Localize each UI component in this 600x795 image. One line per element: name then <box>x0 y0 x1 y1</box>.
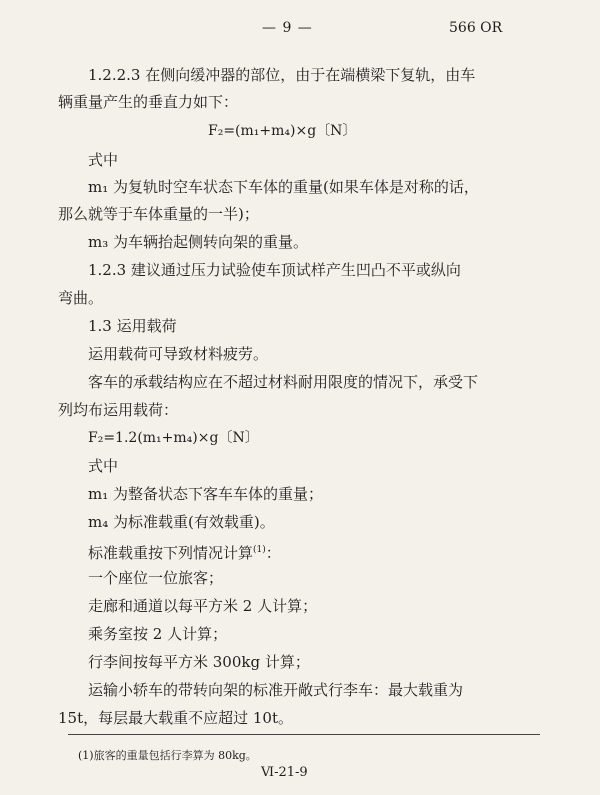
footer-code: Ⅵ-21-9 <box>261 765 308 780</box>
calculation-label-suffix: ： <box>265 544 281 562</box>
list-item-3: 乘务室按 2 人计算； <box>88 625 228 643</box>
paragraph-2-line-1: 1.2.3 建议通过压力试验使车顶试样产生凹凸不平或纵向 <box>88 261 461 279</box>
page-number: — 9 — <box>262 20 313 36</box>
definition-4: m₄ 为标准载重(有效载重)。 <box>88 513 275 531</box>
calculation-label <box>88 539 281 564</box>
section-heading: 1.3 运用载荷 <box>88 317 177 335</box>
footnote-reference: (1) <box>253 545 266 555</box>
document-code: 566 OR <box>449 20 503 36</box>
paragraph-3: 运用载荷可导致材料疲劳。 <box>88 345 269 363</box>
where-label-2: 式中 <box>88 457 119 475</box>
definition-2: m₃ 为车辆抬起侧转向架的重量。 <box>88 233 309 251</box>
definition-3: m₁ 为整备状态下客车车体的重量； <box>88 485 324 503</box>
definition-1-line-1: m₁ 为复轨时空车状态下车体的重量(如果车体是对称的话， <box>88 178 479 196</box>
paragraph-1-line-1: 1.2.2.3 在侧向缓冲器的部位，由于在端横梁下复轨，由车 <box>88 66 476 84</box>
footnote: (1)旅客的重量包括行李算为 80kg。 <box>78 749 257 762</box>
list-item-1: 一个座位一位旅客； <box>88 569 224 587</box>
paragraph-1-line-2: 辆重量产生的垂直力如下： <box>58 93 239 111</box>
paragraph-4-line-1: 客车的承载结构应在不超过材料耐用限度的情况下，承受下 <box>88 373 479 391</box>
paragraph-4-line-2: 列均布运用载荷： <box>58 401 179 419</box>
list-item-4: 行李间按每平方米 300kg 计算； <box>88 653 310 671</box>
formula-2: F₂=1.2(m₁+m₄)×g〔N〕 <box>88 430 259 446</box>
list-item-5-line-1: 运输小轿车的带转向架的标准开敞式行李车：最大载重为 <box>88 681 464 699</box>
where-label-1: 式中 <box>88 151 119 169</box>
calculation-label-text: 标准载重按下列情况计算 <box>88 544 254 562</box>
list-item-5-line-2: 15t，每层最大载重不应超过 10t。 <box>58 709 293 727</box>
list-item-2: 走廊和通道以每平方米 2 人计算； <box>88 597 318 615</box>
definition-1-line-2: 那么就等于车体重量的一半)； <box>58 205 259 223</box>
paragraph-2-line-2: 弯曲。 <box>58 289 104 307</box>
footnote-divider <box>68 734 540 735</box>
formula-1: F₂=(m₁+m₄)×g〔N〕 <box>208 123 357 139</box>
